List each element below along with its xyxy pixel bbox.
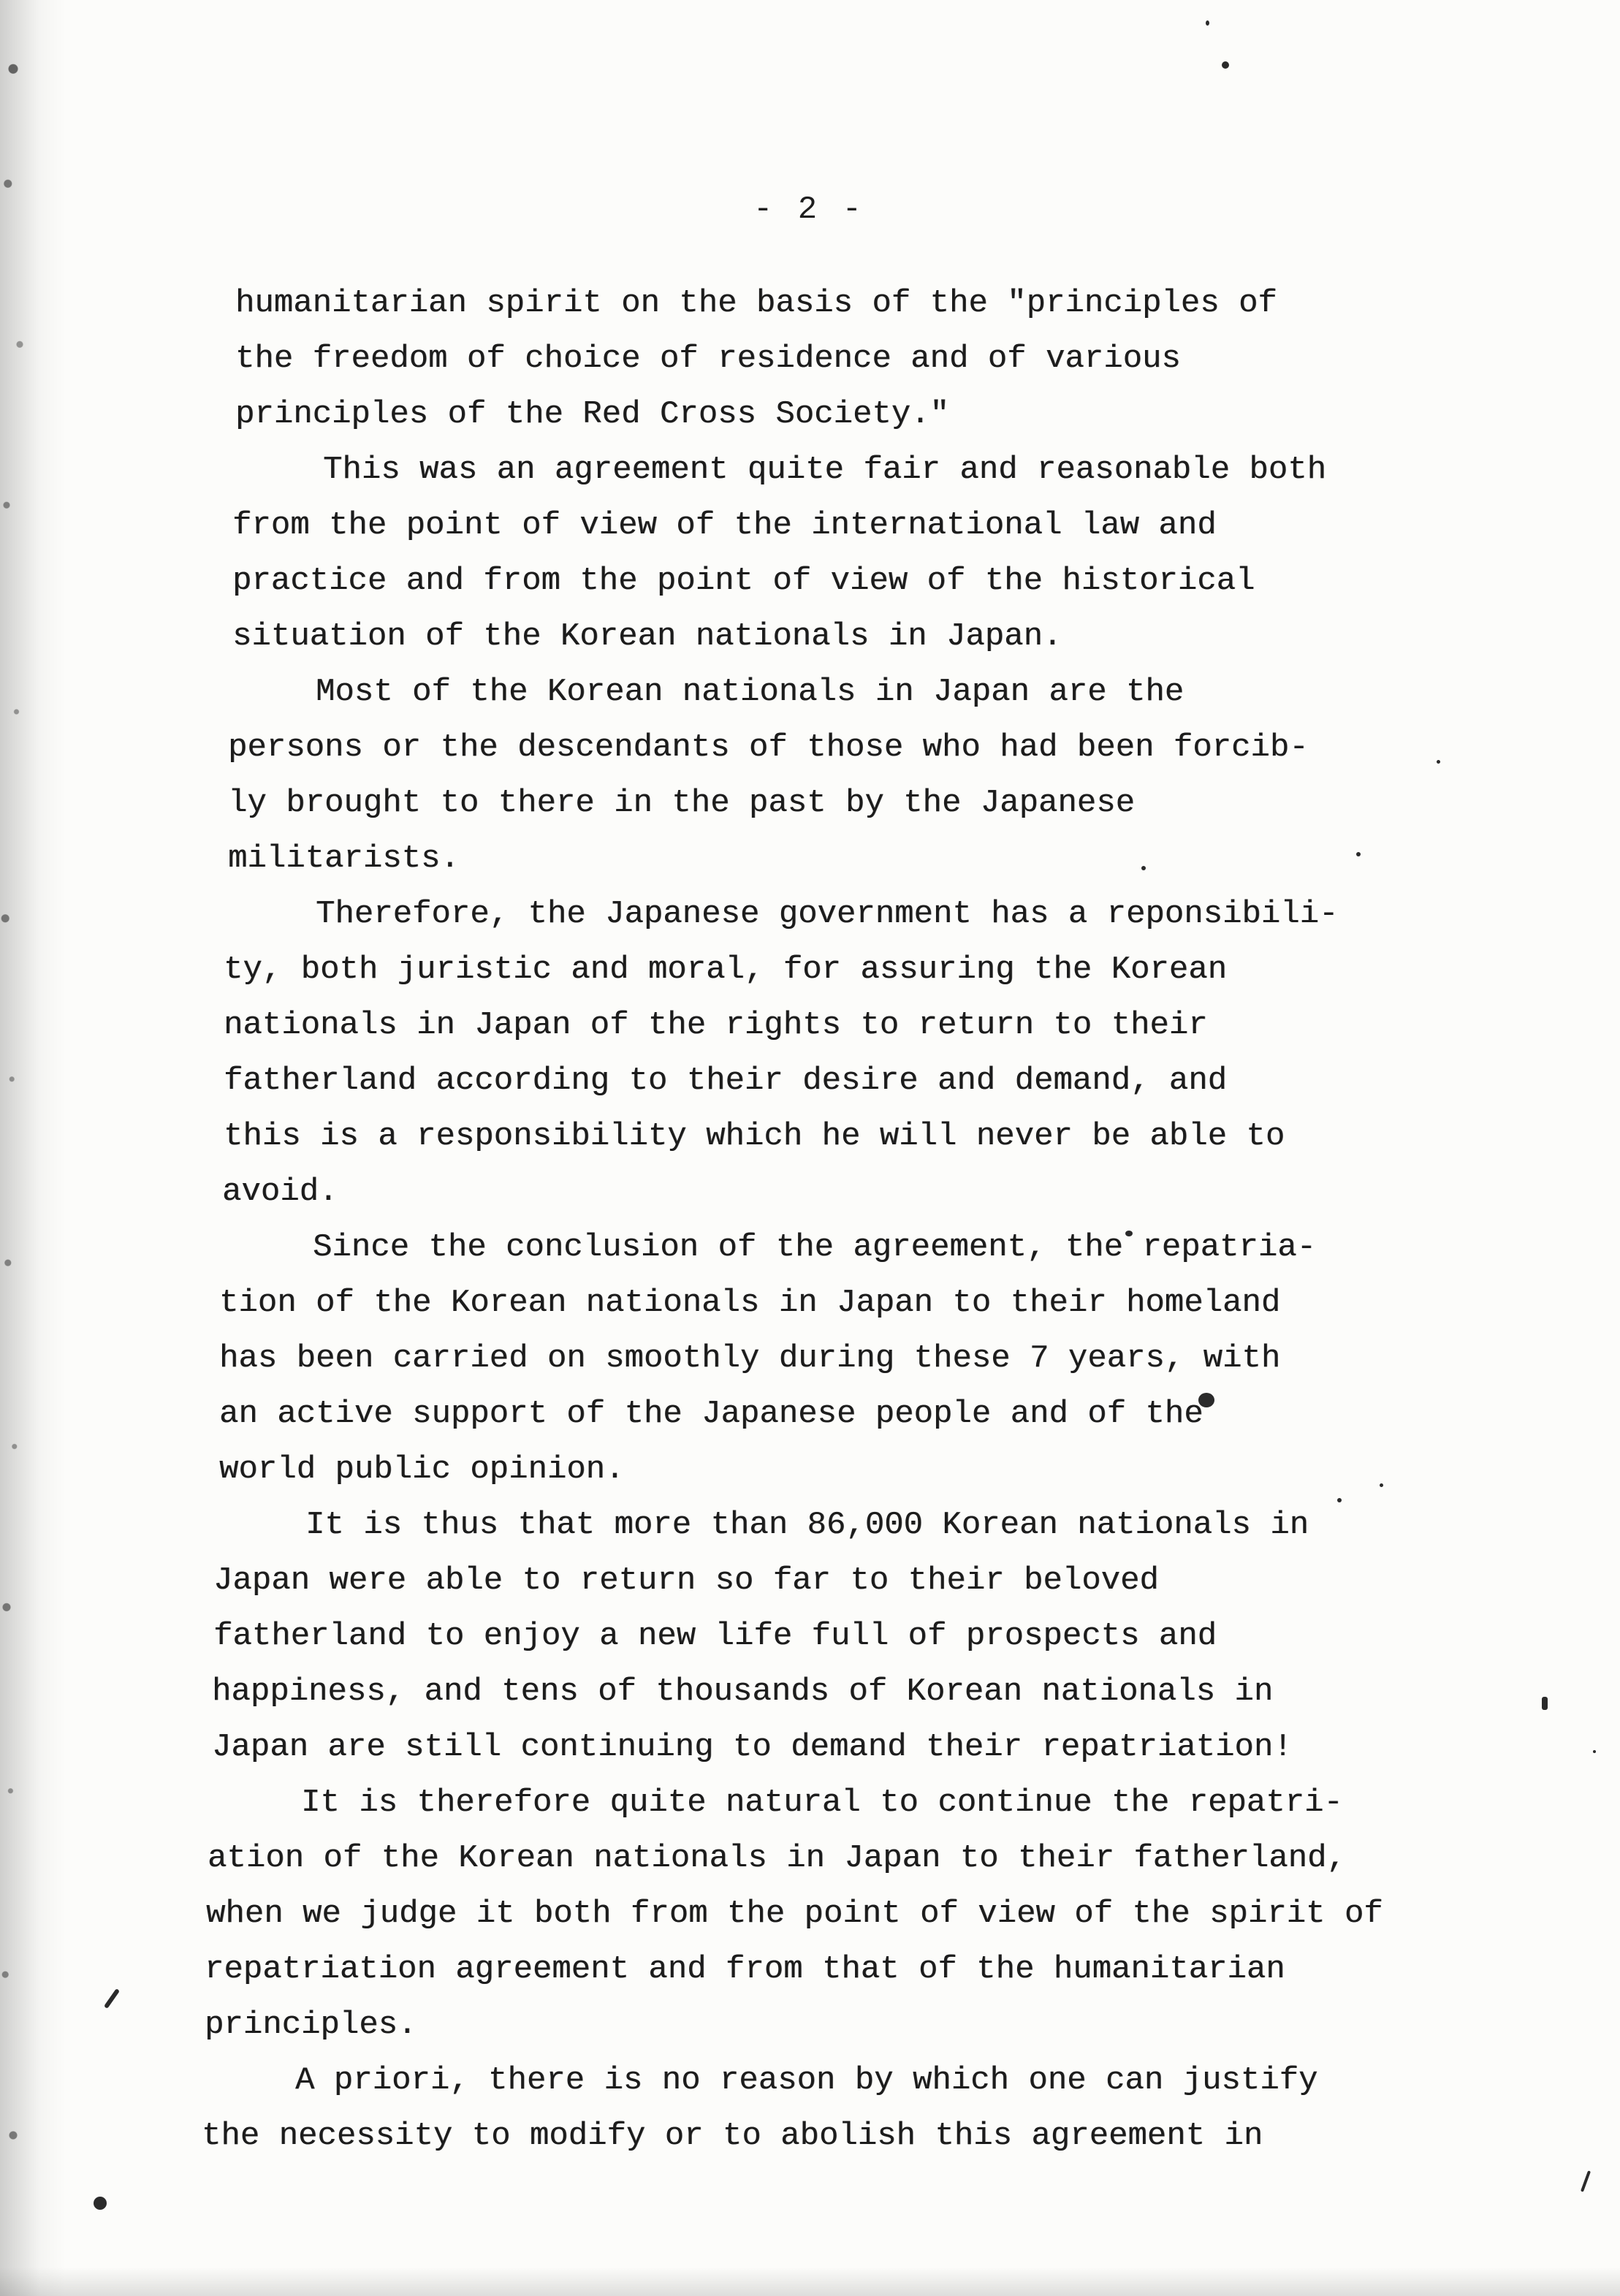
text-line: principles of the Red Cross Society."	[235, 396, 949, 433]
text-line: It is thus that more than 86,000 Korean nationals in	[305, 1507, 1309, 1543]
text-line: fatherland to enjoy a new life full of prospects and	[213, 1618, 1217, 1654]
ink-speck	[1222, 61, 1229, 69]
text-line: an active support of the Japanese people and of the	[219, 1396, 1203, 1432]
text-line: the necessity to modify or to abolish this agreement in	[202, 2118, 1263, 2154]
text-line: Japan were able to return so far to their beloved	[213, 1562, 1159, 1599]
text-line: persons or the descendants of those who had been forcib-	[228, 729, 1309, 766]
text-line: from the point of view of the international law and	[232, 507, 1217, 544]
text-line: the freedom of choice of residence and of various	[235, 341, 1181, 377]
ink-speck	[94, 2197, 107, 2210]
ink-speck	[1380, 1483, 1383, 1487]
text-line: when we judge it both from the point of view of the spirit of	[206, 1896, 1383, 1932]
ink-speck	[1581, 2170, 1591, 2192]
page-number: - 2 -	[753, 191, 865, 228]
scan-left-edge-noise	[0, 0, 66, 2296]
text-line: militarists.	[228, 840, 460, 877]
text-line: situation of the Korean nationals in Japan.	[232, 618, 1062, 655]
text-line: Therefore, the Japanese government has a reponsibili-	[316, 896, 1339, 932]
ink-speck	[1437, 760, 1440, 764]
text-line: ation of the Korean nationals in Japan to their fatherland,	[208, 1840, 1346, 1877]
text-line: has been carried on smoothly during these 7 years, with	[219, 1340, 1281, 1377]
ink-speck	[1542, 1697, 1548, 1710]
text-line: fatherland according to their desire and demand, and	[224, 1063, 1228, 1099]
text-line: It is therefore quite natural to continue the repatri-	[301, 1784, 1343, 1821]
text-line: happiness, and tens of thousands of Korean nationals in	[212, 1673, 1274, 1710]
ink-speck	[1141, 866, 1146, 870]
text-line: ly brought to there in the past by the Japanese	[228, 785, 1136, 821]
text-line: repatriation agreement and from that of the humanitarian	[205, 1951, 1285, 1988]
ink-speck	[1356, 852, 1361, 856]
text-line: This was an agreement quite fair and reasonable both	[323, 452, 1327, 488]
text-line: Japan are still continuing to demand their repatriation!	[212, 1729, 1293, 1765]
ink-speck	[1593, 1750, 1596, 1753]
ink-speck	[104, 1988, 120, 2009]
text-line: tion of the Korean nationals in Japan to their homeland	[219, 1285, 1281, 1321]
text-line: humanitarian spirit on the basis of the "principles of	[235, 285, 1277, 322]
text-line: this is a responsibility which he will never be able to	[224, 1118, 1285, 1155]
text-line: Since the conclusion of the agreement, the repatria-	[313, 1229, 1317, 1266]
text-line: Most of the Korean nationals in Japan are the	[316, 674, 1184, 710]
text-line: avoid.	[222, 1174, 338, 1210]
text-line: nationals in Japan of the rights to return to their	[224, 1007, 1208, 1044]
ink-speck	[1206, 20, 1209, 26]
text-line: world public opinion.	[219, 1451, 625, 1488]
text-line: principles.	[205, 2007, 417, 2043]
text-line: practice and from the point of view of the historical	[232, 563, 1255, 599]
text-line: A priori, there is no reason by which one can justify	[295, 2062, 1318, 2099]
scan-bottom-edge-noise	[0, 2267, 1620, 2296]
ink-speck	[1337, 1498, 1342, 1502]
text-line: ty, both juristic and moral, for assuring the Korean	[224, 951, 1228, 988]
